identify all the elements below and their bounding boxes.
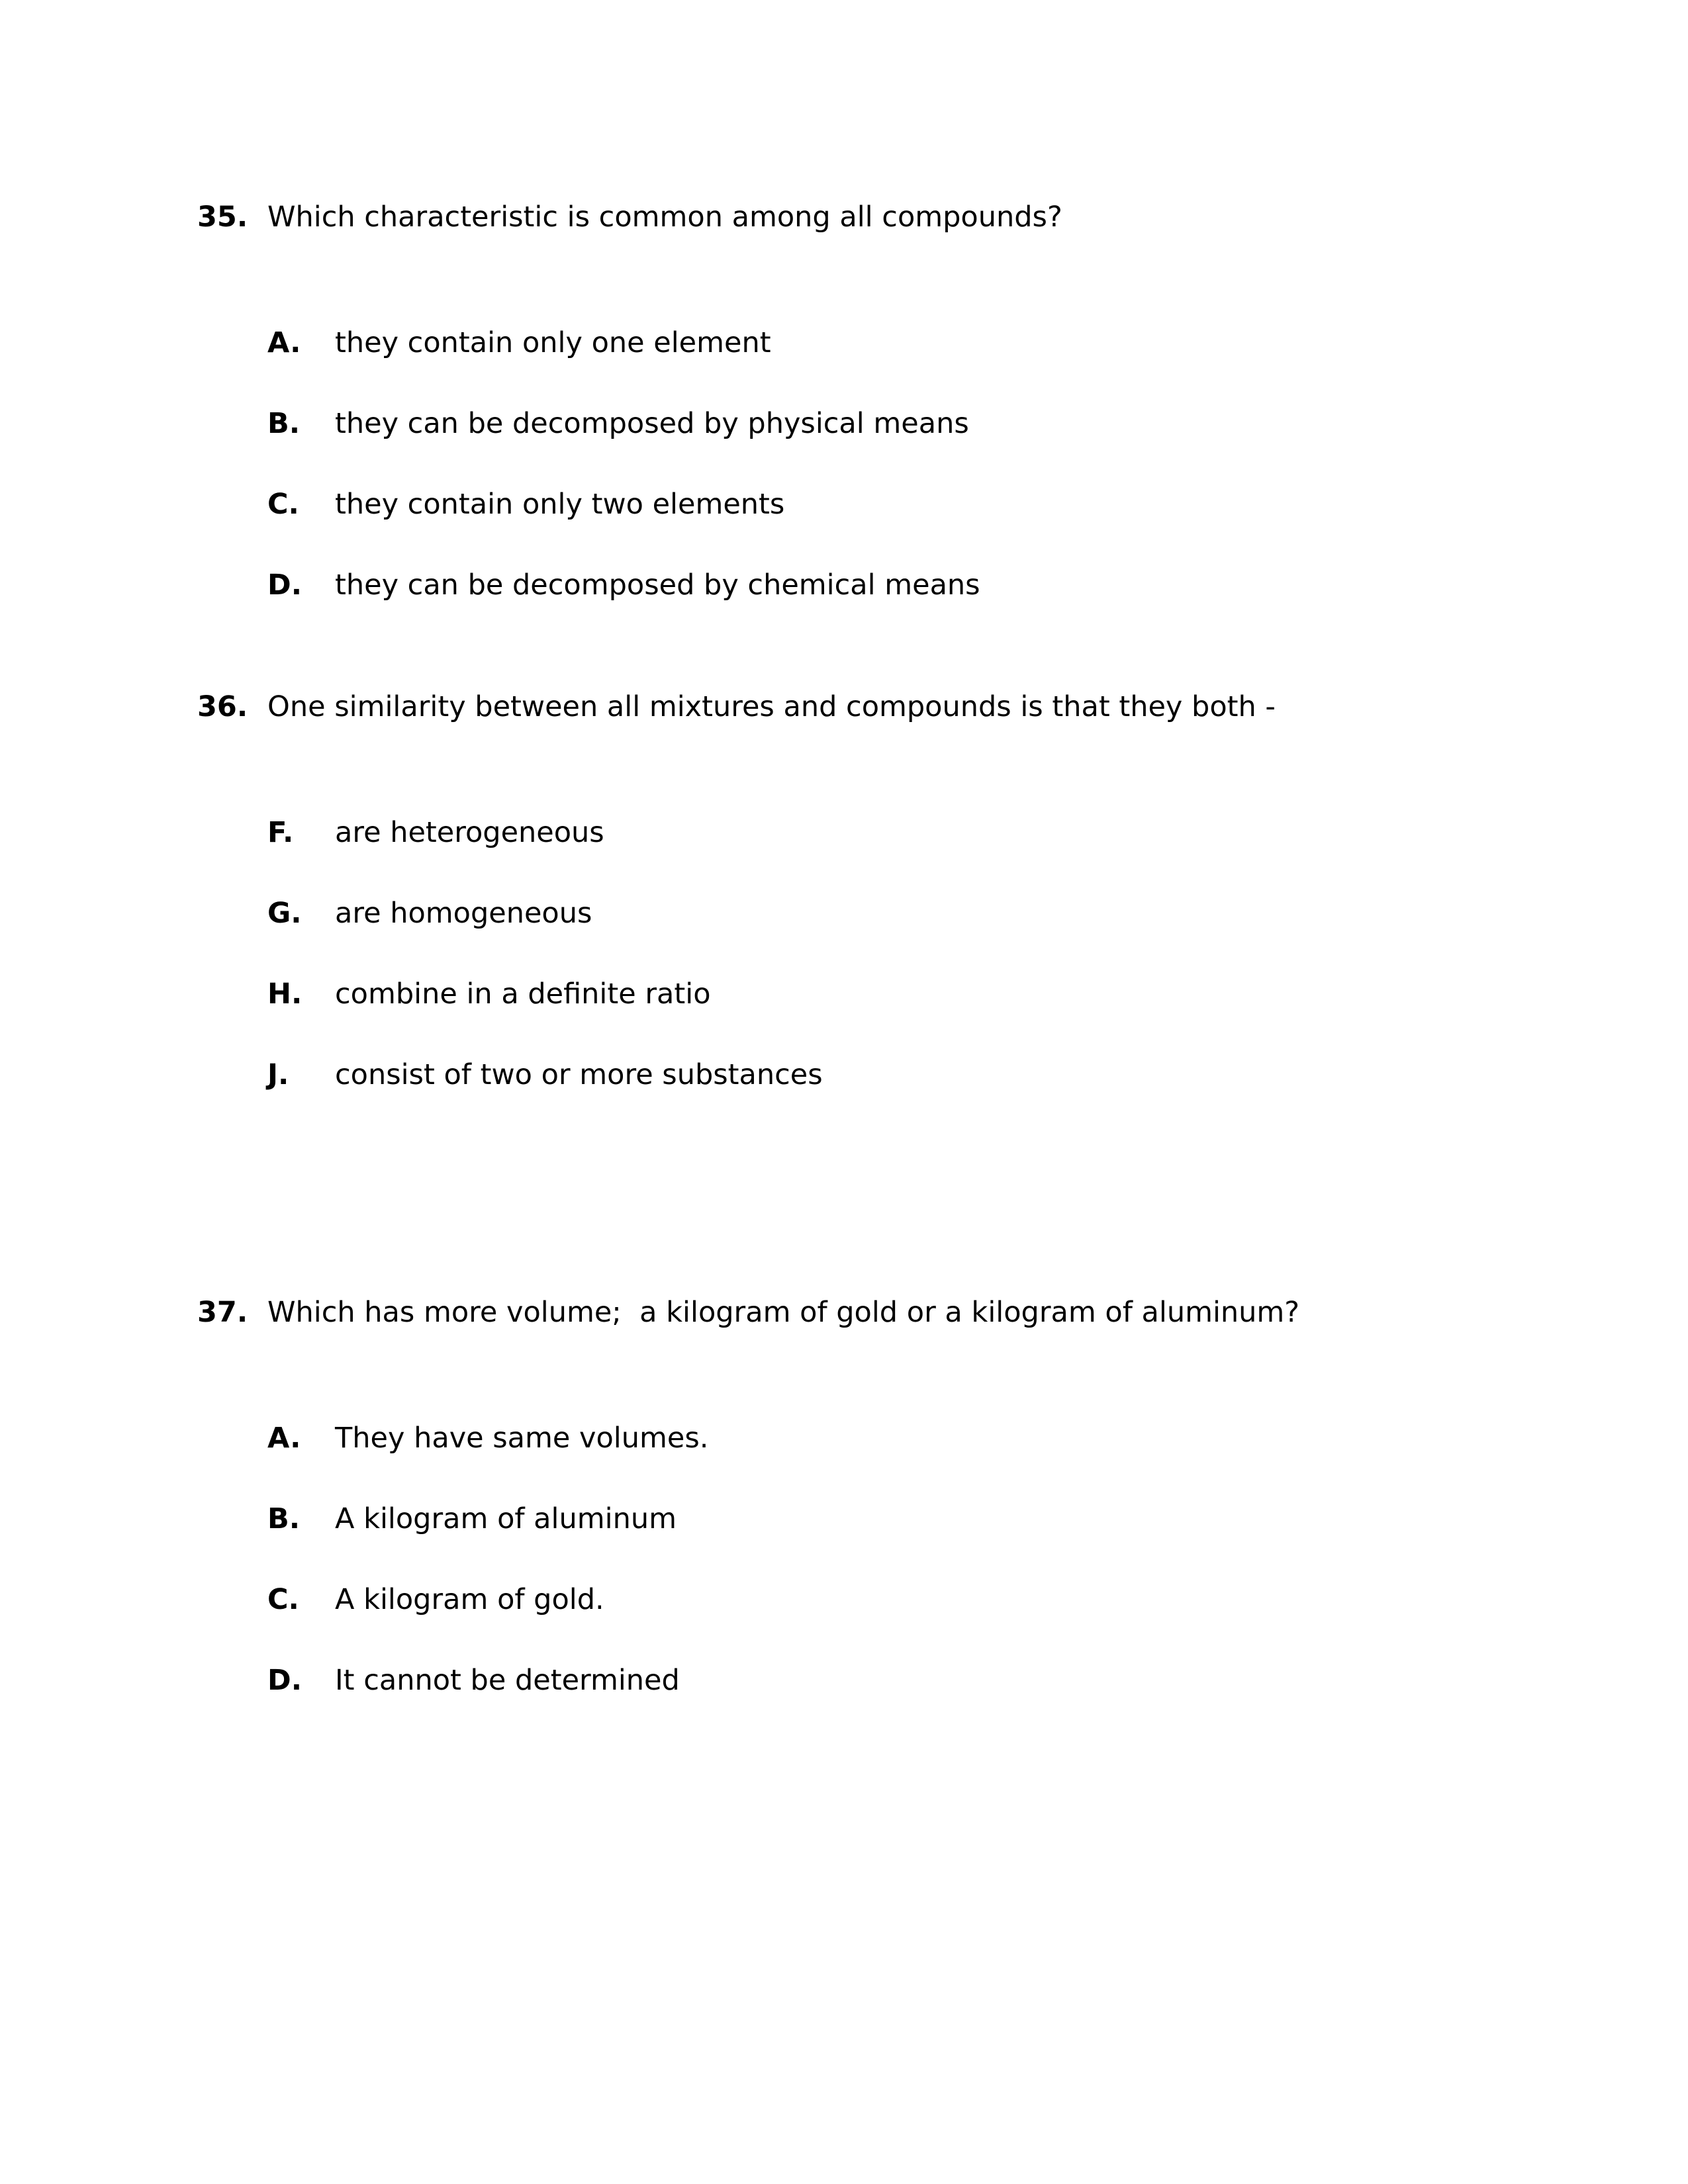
option-text: A kilogram of aluminum: [335, 1502, 677, 1535]
option-letter: C.: [267, 488, 299, 521]
option-letter: H.: [267, 978, 303, 1011]
option-text: combine in a definite ratio: [335, 978, 711, 1011]
option-letter: F.: [267, 816, 294, 849]
question-number: 37.: [197, 1296, 248, 1329]
option-text: they contain only two elements: [335, 488, 785, 521]
option-text: A kilogram of gold.: [335, 1583, 604, 1616]
option-letter: D.: [267, 1664, 303, 1697]
question-37: [197, 1293, 1521, 1697]
answer-option-c[interactable]: [267, 1580, 1459, 1619]
option-letter: B.: [267, 407, 301, 440]
option-text: they can be decomposed by physical means: [335, 407, 969, 440]
option-text: They have same volumes.: [335, 1422, 709, 1455]
answer-option-c[interactable]: [267, 484, 1459, 524]
answer-option-b[interactable]: [267, 1499, 1459, 1539]
option-text: they contain only one element: [335, 326, 771, 359]
answer-option-j[interactable]: [267, 1055, 1459, 1095]
answer-option-g[interactable]: [267, 893, 1459, 933]
option-letter: C.: [267, 1583, 299, 1616]
question-text: Which characteristic is common among all compounds?: [267, 201, 1062, 234]
question-36: [197, 687, 1521, 1091]
option-letter: G.: [267, 897, 302, 930]
option-letter: B.: [267, 1502, 301, 1535]
question-number: 36.: [197, 690, 248, 723]
answer-option-f[interactable]: [267, 813, 1459, 852]
answer-option-d[interactable]: [267, 565, 1459, 605]
answer-option-h[interactable]: [267, 974, 1459, 1014]
option-text: It cannot be determined: [335, 1664, 680, 1697]
option-letter: J.: [267, 1058, 289, 1091]
question-stem: [197, 687, 1521, 727]
option-text: are heterogeneous: [335, 816, 604, 849]
answer-option-b[interactable]: [267, 404, 1459, 443]
question-35: [197, 197, 1521, 602]
option-text: are homogeneous: [335, 897, 592, 930]
question-text: One similarity between all mixtures and compounds is that they both -: [267, 690, 1276, 723]
option-letter: A.: [267, 326, 301, 359]
answer-option-a[interactable]: [267, 1418, 1459, 1458]
question-stem: [197, 197, 1521, 237]
option-letter: A.: [267, 1422, 301, 1455]
answer-option-d[interactable]: [267, 1661, 1459, 1700]
question-number: 35.: [197, 201, 248, 234]
option-text: consist of two or more substances: [335, 1058, 823, 1091]
option-letter: D.: [267, 569, 303, 602]
answer-option-a[interactable]: [267, 323, 1459, 363]
question-text: Which has more volume; a kilogram of gold or a kilogram of aluminum?: [267, 1296, 1300, 1329]
option-text: they can be decomposed by chemical means: [335, 569, 980, 602]
question-stem: [197, 1293, 1521, 1332]
